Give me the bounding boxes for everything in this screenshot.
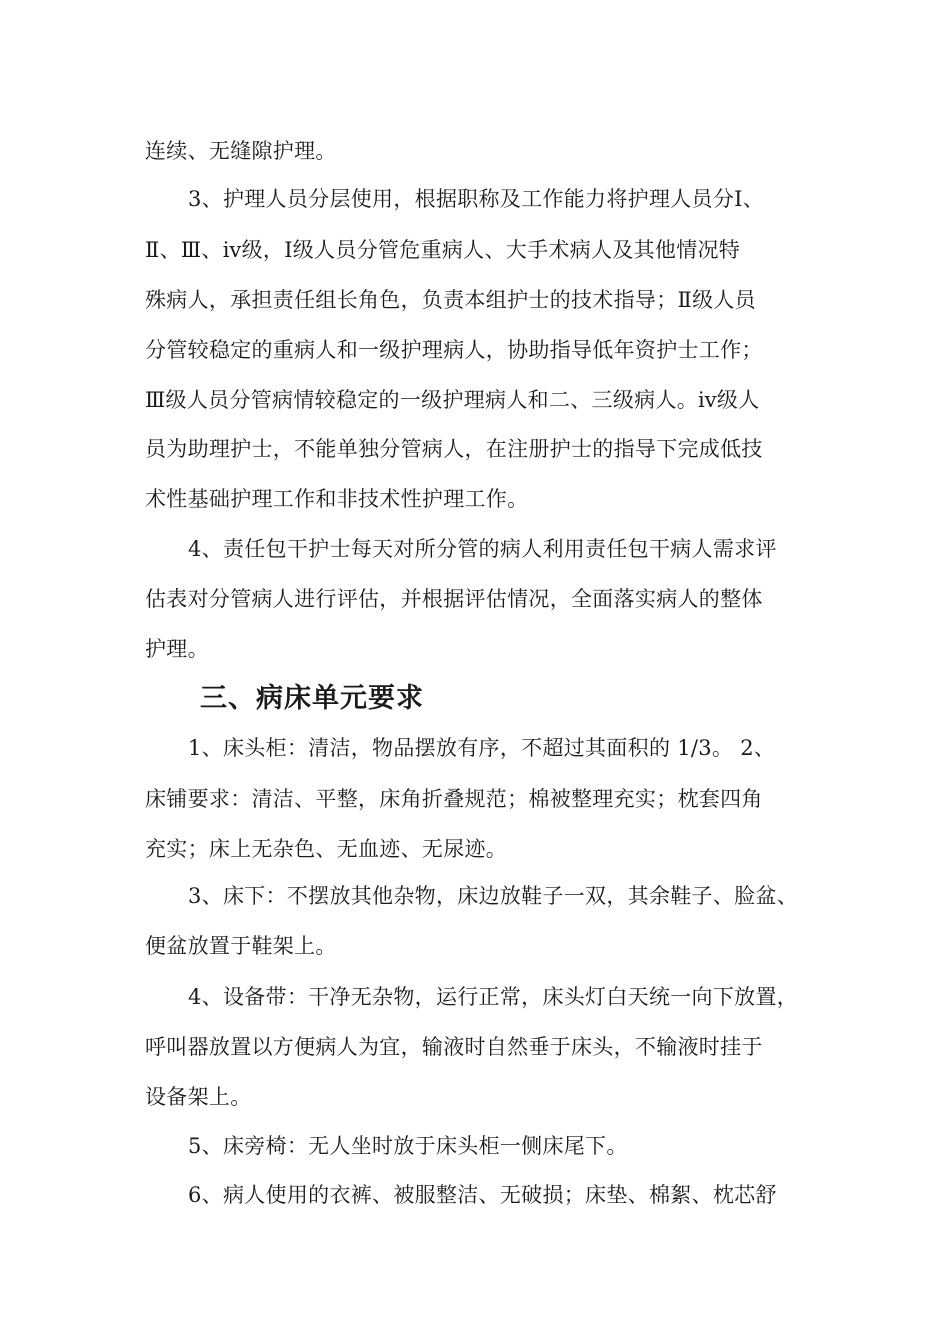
text-line: Ⅲ级人员分管病情较稳定的一级护理病人和二、三级病人。ⅳ级人 — [145, 388, 760, 412]
text-line: 设备架上。 — [145, 1085, 252, 1109]
section-heading: 三、病床单元要求 — [200, 683, 424, 714]
text-line: 护理。 — [145, 637, 209, 661]
text-line: Ⅱ、Ⅲ、ⅳ级，Ⅰ级人员分管危重病人、大手术病人及其他情况特 — [145, 238, 741, 262]
text-line: 术性基础护理工作和非技术性护理工作。 — [145, 487, 529, 511]
text-line: 4、责任包干护士每天对所分管的病人利用责任包干病人需求评 — [188, 537, 777, 561]
text-line: 4、设备带：干净无杂物，运行正常，床头灯白天统一向下放置， — [188, 985, 799, 1009]
text-line: 员为助理护士，不能单独分管病人，在注册护士的指导下完成低技 — [145, 437, 763, 461]
text-line: 5、床旁椅：无人坐时放于床头柜一侧床尾下。 — [188, 1134, 628, 1158]
text-line: 1、床头柜：清洁，物品摆放有序，不超过其面积的 1/3。 2、 — [188, 736, 776, 760]
text-line: 估表对分管病人进行评估，并根据评估情况，全面落实病人的整体 — [145, 587, 763, 611]
text-line: 殊病人，承担责任组长角色，负责本组护士的技术指导；Ⅱ级人员 — [145, 288, 756, 312]
text-line: 分管较稳定的重病人和一级护理病人，协助指导低年资护士工作； — [145, 338, 763, 362]
text-line: 便盆放置于鞋架上。 — [145, 934, 337, 958]
text-line: 6、病人使用的衣裤、被服整洁、无破损；床垫、棉絮、枕芯舒 — [188, 1183, 777, 1207]
text-line: 3、护理人员分层使用，根据职称及工作能力将护理人员分Ⅰ、 — [188, 187, 765, 211]
text-line: 床铺要求：清洁、平整，床角折叠规范；棉被整理充实；枕套四角 — [145, 787, 763, 811]
text-line: 呼叫器放置以方便病人为宜，输液时自然垂于床头，不输液时挂于 — [145, 1035, 763, 1059]
text-line: 3、床下：不摆放其他杂物，床边放鞋子一双，其余鞋子、脸盆、 — [188, 884, 799, 908]
text-line: 充实；床上无杂色、无血迹、无尿迹。 — [145, 837, 508, 861]
text-line: 连续、无缝隙护理。 — [145, 139, 337, 163]
